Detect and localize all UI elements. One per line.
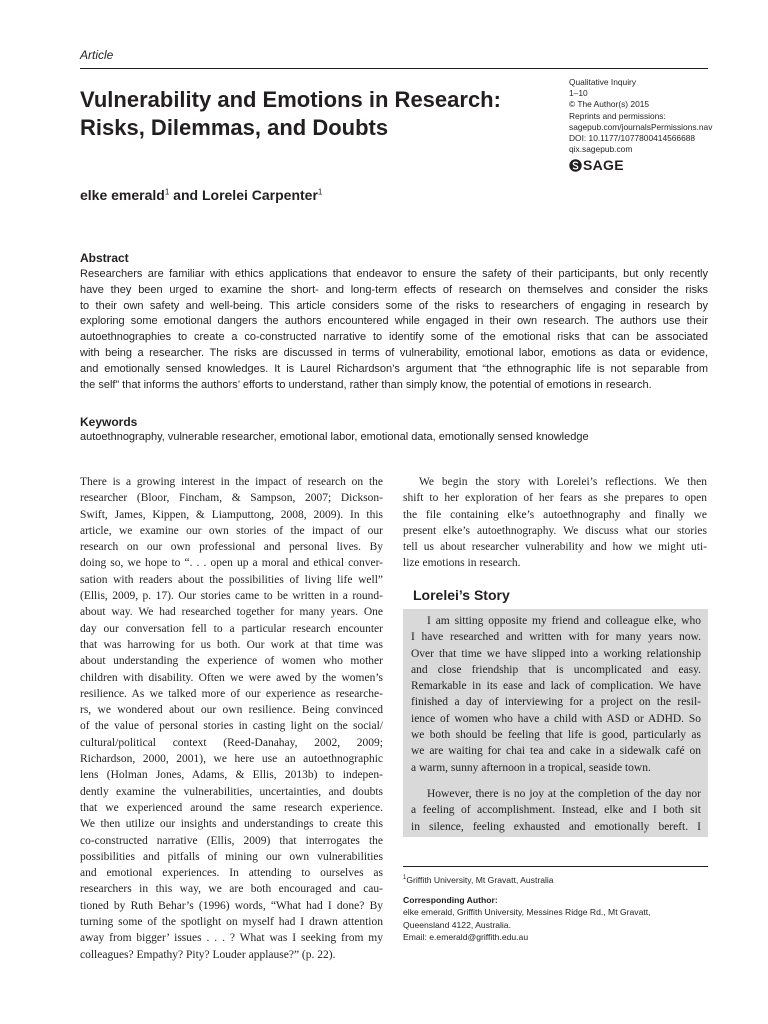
article-title — [80, 86, 550, 142]
body-line: day our conversation fell to a particular research encounter — [80, 622, 383, 635]
header-rule — [80, 68, 708, 69]
body-line: present elke’s autoethnography. We discuss what our stories — [403, 524, 707, 537]
body-line: resilience. As we talked more of our experience as researche- — [80, 687, 383, 700]
body-line: that we experienced around the same research experience. — [80, 801, 383, 814]
section-heading: Lorelei’s Story — [413, 587, 510, 603]
footnote-rule — [403, 866, 708, 867]
abstract-line: exploring some emotional dangers the authors encountered while engaged in their own research. The authors use their — [80, 315, 708, 328]
abstract-line: autoethnographies to create a co-constructed narrative to identify some of the emotional risks that can be associated — [80, 331, 708, 344]
author-name: Lorelei Carpenter — [201, 187, 318, 203]
body-line: cultural/political context (Reed-Danahay, 2002, 2009; — [80, 736, 383, 749]
keywords-heading: Keywords — [80, 415, 138, 429]
abstract-heading: Abstract — [80, 251, 129, 265]
body-line: that was harrowing for us both. Our work at that time was — [80, 638, 383, 651]
story-line: in silence, feeling exhausted and emotionally bereft. I — [411, 820, 701, 833]
body-line: co-constructed narrative (Ellis, 2009) that interrogates the — [80, 834, 383, 847]
copyright-notice: © The Author(s) 2015 — [569, 99, 650, 110]
body-line: lens (Holman Jones, Adams, & Ellis, 2013b) to indepen- — [80, 769, 383, 782]
reprints-label: Reprints and permissions: — [569, 110, 666, 121]
affiliation-marker: 1 — [317, 187, 323, 197]
body-line: researchers in this way, we are both encouraged and cau- — [80, 883, 383, 896]
abstract-line: to their own safety and well-being. This article considers some of the risks to researchers of engaging in research by — [80, 299, 708, 312]
keywords-text: autoethnography, vulnerable researcher, emotional labor, emotional data, emotionally sensed knowledge — [80, 431, 589, 443]
story-paragraph — [411, 786, 701, 835]
body-line: (Ellis, 2009, p. 17). Our stories came to be written in a round- — [80, 590, 383, 603]
body-line: and emotional experiences. In attending to ourselves as — [80, 867, 383, 880]
doi-link[interactable]: DOI: 10.1177/1077800414566688 — [569, 133, 696, 144]
abstract-line: with being a researcher. The risks are discussed in terms of vulnerability, emotional labor, emotions as data or evidence, — [80, 346, 708, 359]
affiliation-marker: 1 — [164, 187, 170, 197]
body-line: We begin the story with Lorelei’s reflections. We then — [419, 476, 707, 488]
story-line: I have researched and written with for many years now. — [411, 631, 701, 644]
story-line: a warm, sunny afternoon in a tropical, seaside town. — [411, 761, 651, 774]
story-line: a feeling of accomplishment. Instead, elke and I both sit — [411, 804, 701, 817]
body-line: about understanding the experience of women who mother — [80, 655, 383, 668]
body-line: We then utilize our insights and understandings to create this — [80, 818, 383, 831]
story-line: Over that time we have slipped into a working relationship — [411, 647, 701, 660]
body-line: about way. We had researched together for many years. One — [80, 606, 383, 619]
permissions-link[interactable]: sagepub.com/journalsPermissions.nav — [569, 121, 713, 132]
story-line: we both should be feeling that life is good, particularly as — [411, 729, 701, 742]
body-line: children with disability. Often we were awed by the women’s — [80, 671, 383, 684]
story-line: Remarkable in its ease and lack of complication. We have — [411, 680, 701, 693]
body-line: rs, we wondered about our own resilience. Being convinced — [80, 704, 383, 717]
body-line: article, we examine our own stories of the impact of our — [80, 524, 383, 537]
body-column-left — [80, 474, 383, 963]
body-line: research on our own professional and personal lives. By — [80, 541, 383, 554]
story-paragraph — [411, 613, 701, 776]
body-line: tell us about researcher vulnerability and how we might uti- — [403, 541, 707, 554]
author-list — [80, 187, 322, 203]
journal-name: Qualitative Inquiry — [569, 77, 637, 87]
affiliation-marker: 1 — [403, 875, 407, 882]
body-line: Swift, James, Kippen, & Liamputtong, 2008, 2009). In this — [80, 508, 383, 521]
abstract-line: Researchers are familiar with ethics applications that endeavor to ensure the safety of their participants, but only recently — [80, 268, 708, 280]
abstract-line: the self” that informs the authors’ efforts to understand, rather than simply know, the potential of emotions in research. — [80, 378, 652, 391]
page-range: 1–10 — [569, 88, 588, 99]
affiliation-footnote — [403, 875, 554, 885]
author-name: elke emerald — [80, 187, 165, 203]
body-line: turning some of the spotlight on myself had I drawn attention — [80, 916, 383, 929]
story-line: I am sitting opposite my friend and colleague elke, who — [427, 615, 701, 627]
publisher-logo — [569, 157, 624, 173]
article-type-label: Article — [80, 48, 114, 62]
body-column-right-intro — [403, 474, 707, 572]
body-line: researcher (Bloor, Fincham, & Sampson, 2007; Dickson- — [80, 492, 383, 505]
title-line: Vulnerability and Emotions in Research: — [80, 87, 501, 112]
body-line: of the value of personal stories in casting light on the social/ — [80, 720, 383, 733]
body-line: tioned by Ruth Behar’s (1996) words, “What had I done? By — [80, 899, 383, 912]
body-line: Richardson, 2000, 2001), we here use an autoethnographic — [80, 753, 383, 766]
body-line: dently examine the vulnerabilities, uncertainties, and doubts — [80, 785, 383, 798]
abstract-line: and emotionally sensed knowledges. It is Laurel Richardson’s argument that “the ethnographic life is not separable from — [80, 362, 708, 375]
corresponding-email[interactable]: Email: e.emerald@griffith.edu.au — [403, 931, 529, 942]
body-line: sation with readers about the possibilities of living life well” — [80, 573, 383, 586]
affiliation-text: Griffith University, Mt Gravatt, Australia — [406, 875, 554, 885]
body-line: shift to her exploration of her fears as she prepares to open — [403, 492, 707, 505]
sage-logo-icon — [569, 159, 582, 172]
corresponding-heading: Corresponding Author: — [403, 895, 498, 905]
publisher-name: SAGE — [583, 157, 624, 173]
story-line: ience of women who have a child with ASD or ADHD. So — [411, 712, 701, 725]
author-conjunction: and — [169, 187, 202, 203]
body-line: away from bigger’ issues . . . ? What was I seeking from my — [80, 932, 383, 945]
abstract-line: have they been urged to examine the short- and long-term effects of research on themselves and consider the risks — [80, 283, 708, 296]
story-line: we are waiting for chai tea and cake in a sidewalk café on — [411, 745, 701, 758]
journal-website-link[interactable]: qix.sagepub.com — [569, 144, 633, 155]
corresponding-author — [403, 894, 651, 943]
body-line: There is a growing interest in the impact of research on the — [80, 476, 383, 488]
title-line: Risks, Dilemmas, and Doubts — [80, 115, 389, 140]
body-line: possibilities and pitfalls of mining our own vulnerabilities — [80, 850, 383, 863]
body-line: colleagues? Empathy? Pity? Louder applause?” (p. 22). — [80, 948, 336, 961]
corresponding-address: Queensland 4122, Australia. — [403, 919, 511, 930]
story-line: and close friendship that is uncomplicated and easy. — [411, 663, 701, 676]
journal-metadata — [569, 77, 712, 155]
corresponding-address: elke emerald, Griffith University, Messines Ridge Rd., Mt Gravatt, — [403, 907, 651, 918]
body-line: lize emotions in research. — [403, 557, 521, 570]
body-line: doing so, we hope to “. . . open up a moral and ethical conver- — [80, 557, 383, 570]
body-line: the file containing elke’s autoethnography and finally we — [403, 508, 707, 521]
story-line: However, there is no joy at the completion of the day nor — [427, 788, 701, 800]
story-line: finished a day of interviewing for a project on the resil- — [411, 696, 701, 709]
abstract-text — [80, 267, 708, 393]
